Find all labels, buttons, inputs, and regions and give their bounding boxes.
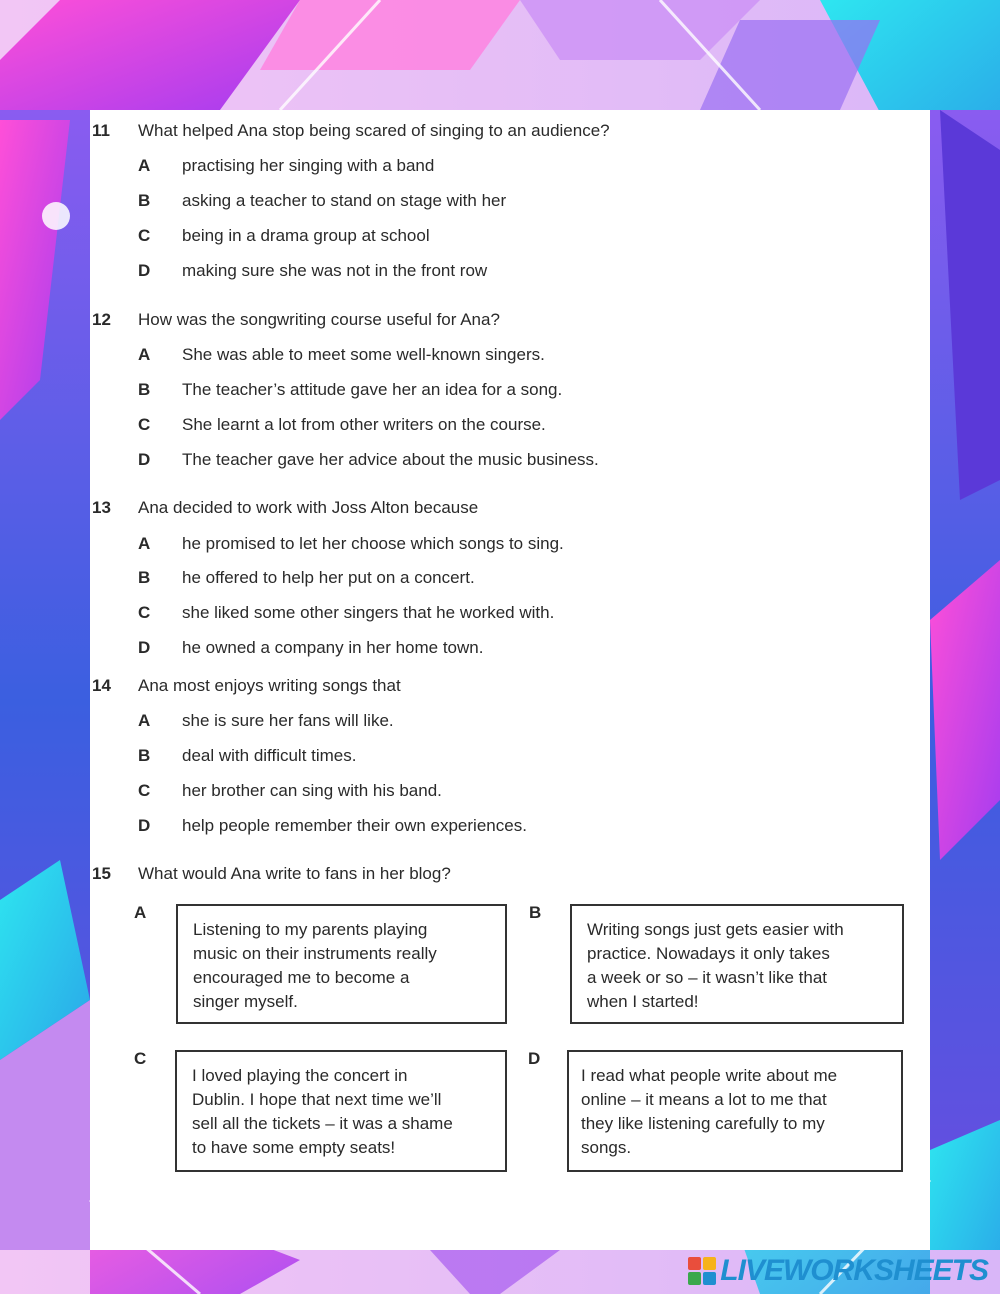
question-text: Ana decided to work with Joss Alton because (138, 498, 479, 517)
option-text: deal with difficult times. (182, 746, 357, 765)
option-text: help people remember their own experiences. (182, 816, 527, 835)
option-letter: B (138, 191, 151, 210)
box-line: I loved playing the concert in (192, 1066, 408, 1085)
blog-option-d (567, 1050, 903, 1172)
option-letter: A (138, 345, 151, 364)
option-text: he offered to help her put on a concert. (182, 568, 475, 587)
blog-option-c (175, 1050, 507, 1172)
liveworksheets-logo[interactable] (688, 1254, 988, 1288)
blog-option-a (176, 904, 507, 1024)
box-line: a week or so – it wasn’t like that (587, 968, 828, 987)
option-letter: C (138, 415, 151, 434)
option-text: he owned a company in her home town. (182, 638, 484, 657)
option-letter: A (138, 534, 151, 553)
box-line: they like listening carefully to my (581, 1114, 825, 1133)
box-line: practice. Nowadays it only takes (587, 944, 830, 963)
question-text: What helped Ana stop being scared of singing to an audience? (138, 121, 610, 140)
option-letter: B (138, 746, 151, 765)
box-line: Writing songs just gets easier with (587, 920, 844, 939)
box-line: singer myself. (193, 992, 298, 1011)
option-letter: C (138, 226, 151, 245)
box-letter-d: D (528, 1049, 541, 1068)
question-number: 13 (92, 498, 111, 517)
option-letter: B (138, 380, 151, 399)
box-line: Dublin. I hope that next time we’ll (192, 1090, 442, 1109)
box-letter-b: B (529, 903, 542, 922)
option-letter: D (138, 638, 151, 657)
option-text: The teacher gave her advice about the music business. (182, 450, 599, 469)
box-line: encouraged me to become a (193, 968, 410, 987)
box-line: songs. (581, 1138, 632, 1157)
logo-icon (688, 1257, 716, 1285)
option-text: making sure she was not in the front row (182, 261, 488, 280)
option-text: he promised to let her choose which songs to sing. (182, 534, 564, 553)
box-line: online – it means a lot to me that (581, 1090, 827, 1109)
question-text: How was the songwriting course useful for Ana? (138, 310, 500, 329)
question-number: 11 (92, 121, 110, 140)
question-text: What would Ana write to fans in her blog? (138, 864, 451, 883)
option-letter: A (138, 156, 151, 175)
box-letter-a: A (134, 903, 147, 922)
question-number: 14 (92, 676, 111, 695)
option-letter: D (138, 450, 151, 469)
box-line: music on their instruments really (193, 944, 437, 963)
box-line: to have some empty seats! (192, 1138, 396, 1157)
option-text: she is sure her fans will like. (182, 711, 394, 730)
option-text: practising her singing with a band (182, 156, 435, 175)
box-line: when I started! (587, 992, 699, 1011)
option-letter: B (138, 568, 151, 587)
question-text: Ana most enjoys writing songs that (138, 676, 401, 695)
option-letter: D (138, 816, 151, 835)
box-line: sell all the tickets – it was a shame (192, 1114, 453, 1133)
option-text: being in a drama group at school (182, 226, 430, 245)
box-line: Listening to my parents playing (193, 920, 428, 939)
option-text: asking a teacher to stand on stage with her (182, 191, 507, 210)
option-text: her brother can sing with his band. (182, 781, 442, 800)
option-text: She was able to meet some well-known singers. (182, 345, 545, 364)
option-letter: A (138, 711, 151, 730)
option-text: She learnt a lot from other writers on the course. (182, 415, 546, 434)
option-text: The teacher’s attitude gave her an idea for a song. (182, 380, 563, 399)
option-letter: C (138, 603, 151, 622)
question-number: 12 (92, 310, 111, 329)
blog-option-b (570, 904, 904, 1024)
question-number: 15 (92, 864, 111, 883)
option-letter: C (138, 781, 151, 800)
logo-text: LIVEWORKSHEETS (720, 1254, 988, 1287)
box-line: I read what people write about me (581, 1066, 838, 1085)
box-letter-c: C (134, 1049, 147, 1068)
option-letter: D (138, 261, 151, 280)
option-text: she liked some other singers that he worked with. (182, 603, 555, 622)
